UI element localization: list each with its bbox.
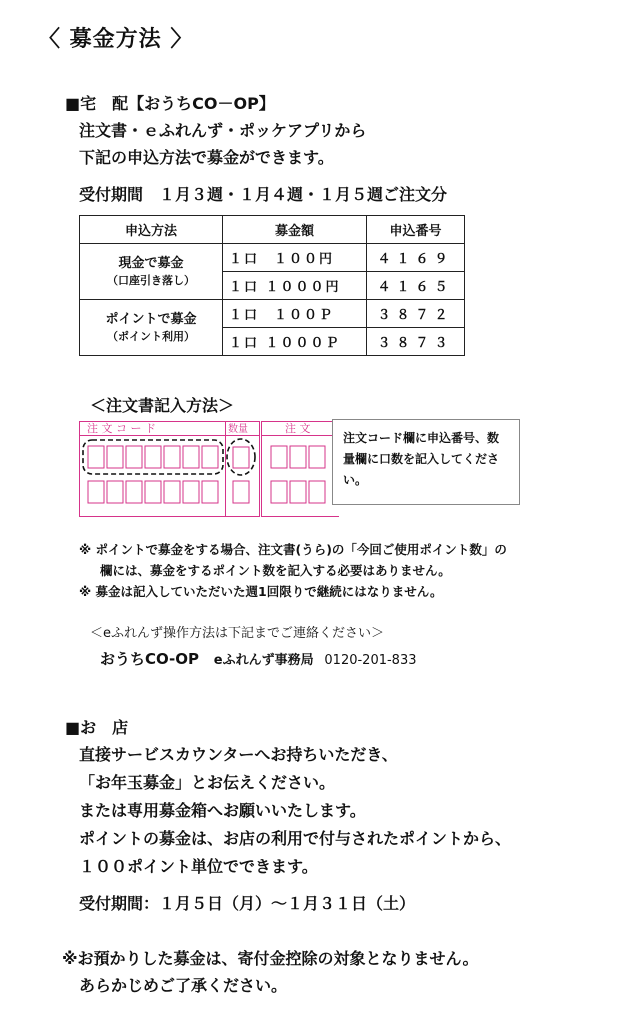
amount-cell: １口 １０００Ｐ [223,328,367,356]
store-line-1: 直接サービスカウンターへお持ちいただき、 [79,745,398,764]
code-cell: ３８７２ [367,300,465,328]
note-line-3: ※ 募金は記入していただいた週1回限りで継続にはなりません。 [79,584,443,599]
method-sub-label: （ポイント利用） [107,330,195,343]
method-label: ポイントで募金 [105,311,197,327]
form-label-code: 注 文 コ ー ド [87,422,156,435]
table-header-row [80,216,465,244]
table-row [80,300,465,328]
table-row [80,244,465,272]
code-cell: ４１６９ [367,244,465,272]
contact-line [100,648,417,669]
store-line-2: 「お年玉募金」とお伝えください。 [79,773,336,792]
delivery-heading: ■宅 配【おうちCO－OP】 [65,94,275,113]
store-line-5: １００ポイント単位でできます。 [79,857,318,876]
table-header: 申込方法 [80,216,223,244]
table-header: 申込番号 [367,216,465,244]
page-title: 〈 募金方法 〉 [38,27,194,52]
method-cash [80,244,223,300]
store-line-3: または専用募金箱へお願いいたします。 [79,801,366,820]
order-form-illustration [79,419,339,517]
contact-brand: おうちCO-OP [100,650,200,668]
form-title: ＜注文書記入方法＞ [90,396,235,415]
footer-note-1: ※お預かりした募金は、寄付金控除の対象となりません。 [62,949,479,968]
code-cell: ３８７３ [367,328,465,356]
contact-heading: ＜eふれんず操作方法は下記までご連絡ください＞ [90,626,384,641]
amount-cell: １口 １０００円 [223,272,367,300]
contact-phone: 0120-201-833 [324,653,417,668]
delivery-line-2: 下記の申込方法で募金ができます。 [79,148,334,167]
contact-office: eふれんず事務局 [213,653,314,668]
donation-table [79,215,465,356]
table-header: 募金額 [223,216,367,244]
form-label-qty: 数量 [228,424,248,435]
note-line-1: ※ ポイントで募金をする場合、注文書(うら)の「今回ご使用ポイント数」の [79,542,507,557]
delivery-line-1: 注文書・ｅふれんず・ポッケアプリから [79,121,367,140]
form-instruction-bubble: 注文コード欄に申込番号、数量欄に口数を記入してください。 [332,419,520,505]
note-line-2: 欄には、募金をするポイント数を記入する必要はありません。 [100,563,451,578]
amount-cell: １口 １００Ｐ [223,300,367,328]
delivery-period: 受付期間 １月３週・１月４週・１月５週ご注文分 [79,185,448,204]
form-label-code-2: 注 文 [285,422,311,435]
store-line-4: ポイントの募金は、お店の利用で付与されたポイントから、 [79,829,512,848]
footer-note-2: あらかじめご了承ください。 [79,976,288,995]
amount-cell: １口 １００円 [223,244,367,272]
method-label: 現金で募金 [118,255,184,271]
code-cell: ４１６５ [367,272,465,300]
order-form-graphic [79,419,339,517]
store-heading: ■お 店 [65,718,129,737]
store-period: 受付期間：１月５日（月）～１月３１日（土） [79,894,416,913]
method-sub-label: （口座引き落し） [107,274,195,287]
method-points [80,300,223,356]
